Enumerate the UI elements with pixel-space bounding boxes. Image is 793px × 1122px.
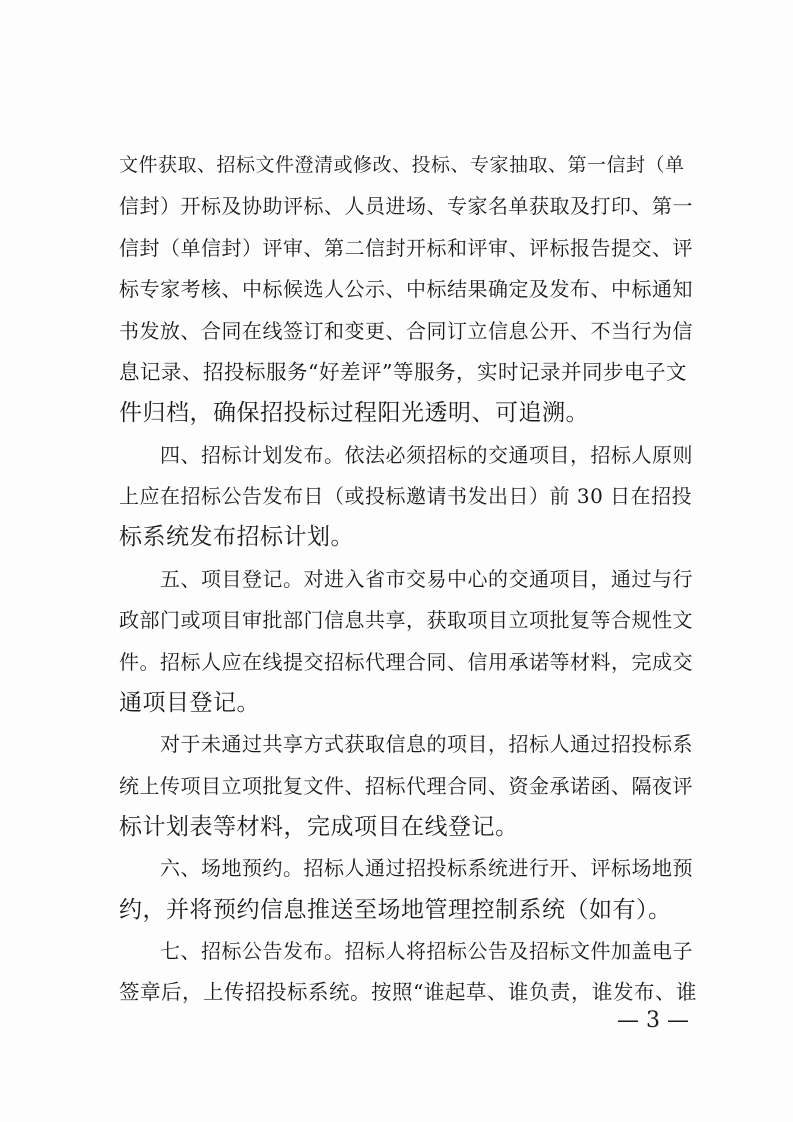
text-line: 标专家考核、中标候选人公示、中标结果确定及发布、中标通知 <box>119 277 693 301</box>
text-line: 对于未通过共享方式获取信息的项目，招标人通过招投标系 <box>119 732 693 756</box>
page-number: — 3 — <box>617 1008 689 1033</box>
text-line: 通项目登记。 <box>119 690 260 716</box>
text-line: 信封）开标及协助评标、人员进场、专家名单获取及打印、第一 <box>119 194 693 218</box>
text-line: 标计划表等材料，完成项目在线登记。 <box>119 814 519 840</box>
text-line: 标系统发布招标计划。 <box>119 524 354 550</box>
text-line: 统上传项目立项批复文件、招标代理合同、资金承诺函、隔夜评 <box>119 774 693 798</box>
text-line: 文件获取、招标文件澄清或修改、投标、专家抽取、第一信封（单 <box>119 154 685 176</box>
text-line: 约，并将预约信息推送至场地管理控制系统（如有）。 <box>119 897 672 923</box>
text-line: 五、项目登记。对进入省市交易中心的交通项目，通过与行 <box>119 567 693 591</box>
text-line: 件。招标人应在线提交招标代理合同、信用承诺等材料，完成交 <box>119 650 693 674</box>
text-line: 信封（单信封）评审、第二信封开标和评审、评标报告提交、评 <box>119 236 693 260</box>
text-line: 息记录、招投标服务“好差评”等服务，实时记录并同步电子文 <box>119 360 687 384</box>
text-line: 上应在招标公告发布日（或投标邀请书发出日）前 30 日在招投 <box>119 484 693 508</box>
text-line: 签章后，上传招投标系统。按照“谁起草、谁负责，谁发布、谁 <box>119 980 697 1004</box>
text-line: 件归档，确保招投标过程阳光透明、可追溯。 <box>119 400 589 426</box>
text-line: 七、招标公告发布。招标人将招标公告及招标文件加盖电子 <box>119 939 693 963</box>
text-line: 六、场地预约。招标人通过招投标系统进行开、评标场地预 <box>119 856 693 880</box>
text-line: 书发放、合同在线签订和变更、合同订立信息公开、不当行为信 <box>119 319 693 343</box>
text-line: 四、招标计划发布。依法必须招标的交通项目，招标人原则 <box>119 443 693 467</box>
text-line: 政部门或项目审批部门信息共享，获取项目立项批复等合规性文 <box>119 608 693 632</box>
